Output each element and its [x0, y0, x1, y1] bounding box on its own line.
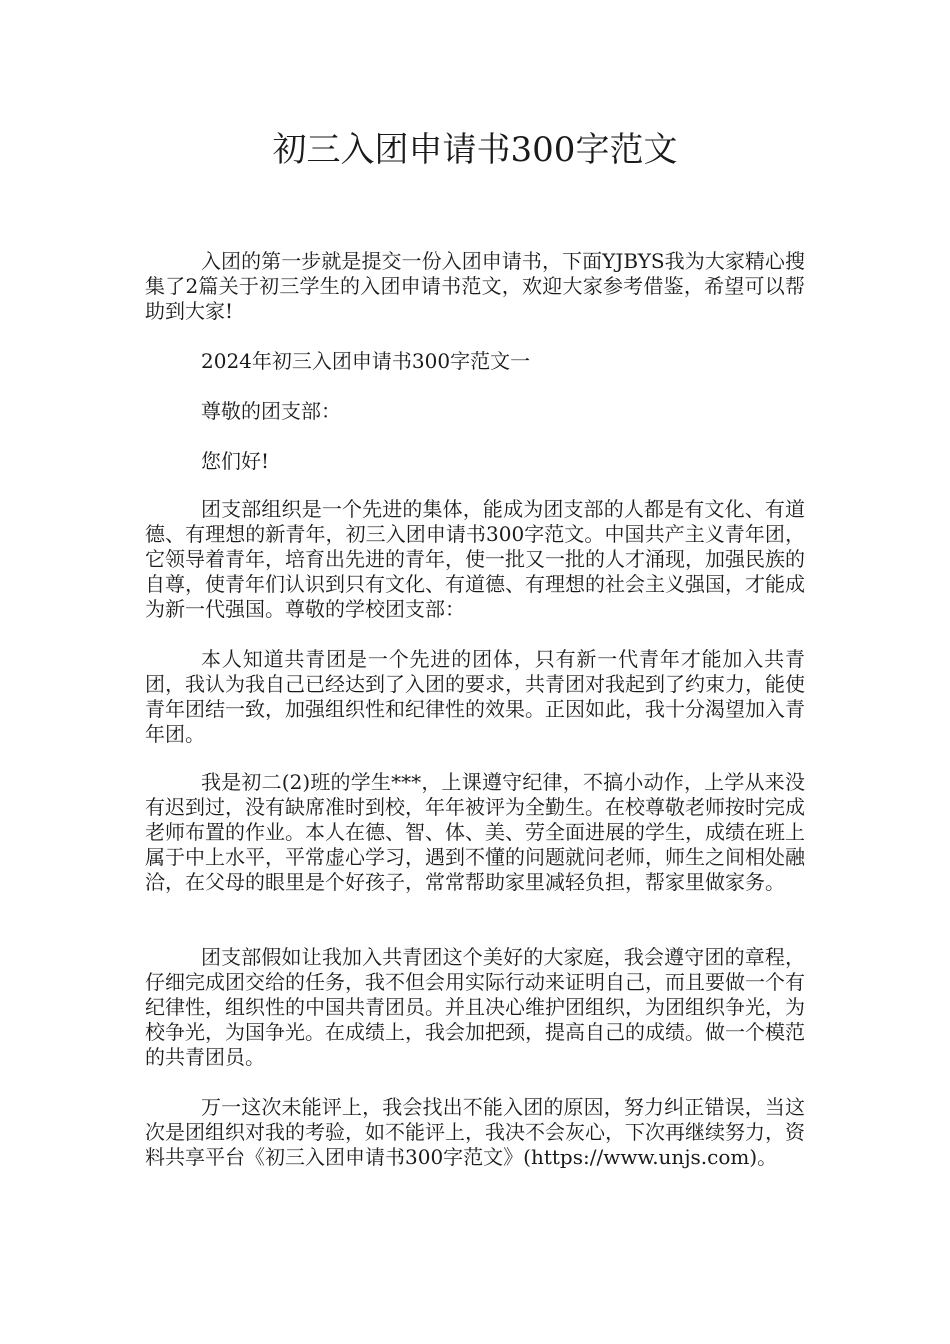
body-paragraph: 团支部假如让我加入共青团这个美好的大家庭，我会遵守团的章程，仔细完成团交给的任务，我不但会用实际行动来证明自己，而且要做一个有纪律性，组织性的中国共青团员。并且决心维护团组织，为团组织争光，为校争光，为国争光。在成绩上，我会加把颈，提高自己的成绩。做一个模范的共青团员。 — [145, 945, 805, 1069]
section-heading: 2024年初三入团申请书300字范文一 — [201, 349, 531, 373]
body-paragraph: 万一这次未能评上，我会找出不能入团的原因，努力纠正错误，当这次是团组织对我的考验，如不能评上，我决不会灰心，下次再继续努力，资料共享平台《初三入团申请书300字范文》(https://www.unjs.com)。 — [145, 1095, 805, 1169]
greeting: 您们好! — [201, 449, 270, 473]
salutation: 尊敬的团支部： — [201, 399, 341, 423]
body-paragraph: 我是初二(2)班的学生***，上课遵守纪律，不搞小动作，上学从来没有迟到过，没有缺席准时到校，年年被评为全勤生。在校尊敬老师按时完成老师布置的作业。本人在德、智、体、美、劳全面进展的学生，成绩在班上属于中上水平，平常虚心学习，遇到不懂的问题就问老师，师生之间相处融洽，在父母的眼里是个好孩子，常常帮助家里减轻负担，帮家里做家务。 — [145, 770, 805, 894]
document-title: 初三入团申请书300字范文 — [272, 130, 678, 170]
body-paragraph: 本人知道共青团是一个先进的团体，只有新一代青年才能加入共青团，我认为我自己已经达到了入团的要求，共青团对我起到了约束力，能使青年团结一致，加强组织性和纪律性的效果。正因如此，我十分渴望加入青年团。 — [145, 647, 805, 746]
intro-paragraph: 入团的第一步就是提交一份入团申请书，下面YJBYS我为大家精心搜集了2篇关于初三学生的入团申请书范文，欢迎大家参考借鉴，希望可以帮助到大家! — [145, 249, 805, 323]
body-paragraph: 团支部组织是一个先进的集体，能成为团支部的人都是有文化、有道德、有理想的新青年，初三入团申请书300字范文。中国共产主义青年团，它领导着青年，培育出先进的青年，使一批又一批的人才涌现，加强民族的自尊，使青年们认识到只有文化、有道德、有理想的社会主义强国，才能成为新一代强国。尊敬的学校团支部： — [145, 497, 805, 621]
